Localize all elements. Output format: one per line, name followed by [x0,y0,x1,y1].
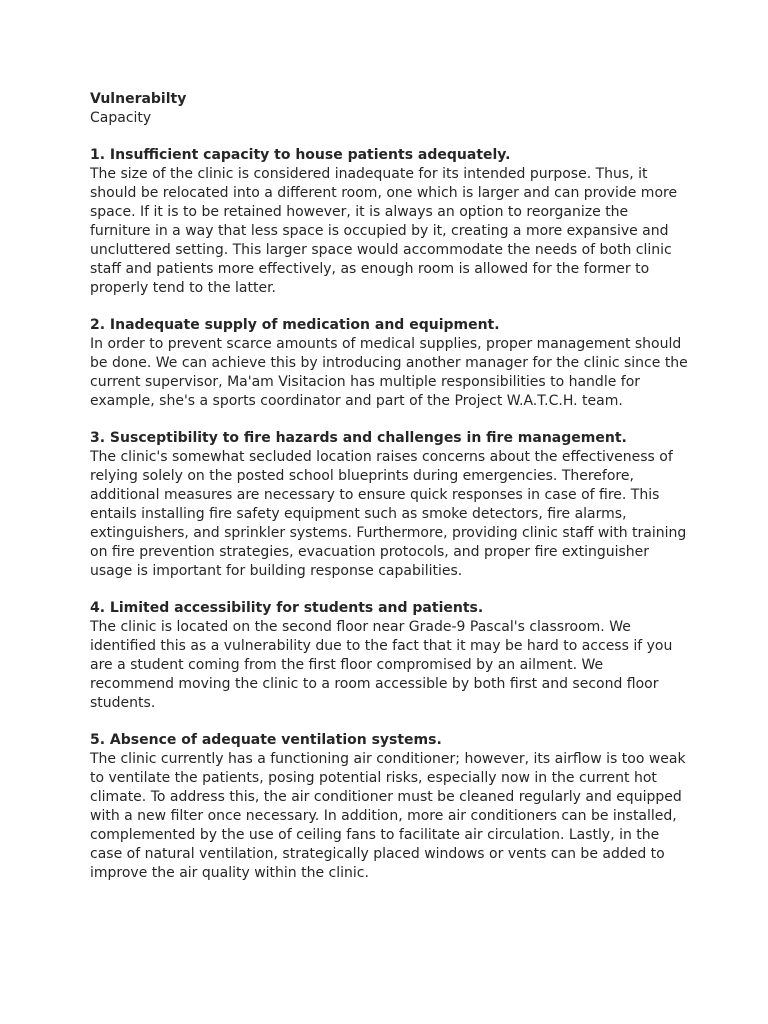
section-body: In order to prevent scarce amounts of medical supplies, proper management should be done. We can achieve this by introducing another manager for the clinic since the current supervisor, Ma'am Visitacion has multiple responsibilities to handle for example, she's a sports coordinator and part of the Project W.A.T.C.H. team. [90,336,688,409]
section-heading: 4. Limited accessibility for students and patients. [90,600,484,616]
section-body: The clinic is located on the second floor near Grade-9 Pascal's classroom. We identified this as a vulnerability due to the fact that it may be hard to access if you are a student coming from the first floor compromised by an ailment. We recommend moving the clinic to a room accessible by both first and second floor students. [90,619,673,711]
section-body: The clinic's somewhat secluded location raises concerns about the effectiveness of relying solely on the posted school blueprints during emergencies. Therefore, additional measures are necessary to ensure quick responses in case of fire. This entails installing fire safety equipment such as smoke detectors, fire alarms, extinguishers, and sprinkler systems. Furthermore, providing clinic staff with training on fire prevention strategies, evacuation protocols, and proper fire extinguisher usage is important for building response capabilities. [90,449,687,579]
document-subtitle: Capacity [90,110,152,126]
section-heading: 2. Inadequate supply of medication and equipment. [90,317,500,333]
document-title: Vulnerabilty [90,91,187,107]
section-heading: 3. Susceptibility to fire hazards and challenges in fire management. [90,430,627,446]
document-page [90,90,690,883]
section-accessibility [90,599,690,713]
section-supply [90,316,690,411]
section-fire [90,429,690,581]
section-heading: 1. Insufficient capacity to house patients adequately. [90,147,511,163]
section-ventilation [90,731,690,883]
section-body: The size of the clinic is considered inadequate for its intended purpose. Thus, it should be relocated into a different room, one which is larger and can provide more space. If it is to be retained however, it is always an option to reorganize the furniture in a way that less space is occupied by it, creating a more expansive and uncluttered setting. This larger space would accommodate the needs of both clinic staff and patients more effectively, as enough room is allowed for the former to properly tend to the latter. [90,166,678,296]
section-body: The clinic currently has a functioning air conditioner; however, its airflow is too weak to ventilate the patients, posing potential risks, especially now in the current hot climate. To address this, the air conditioner must be cleaned regularly and equipped with a new filter once necessary. In addition, more air conditioners can be installed, complemented by the use of ceiling fans to facilitate air circulation. Lastly, in the case of natural ventilation, strategically placed windows or vents can be added to improve the air quality within the clinic. [90,751,686,881]
section-heading: 5. Absence of adequate ventilation systems. [90,732,442,748]
section-capacity [90,146,690,298]
